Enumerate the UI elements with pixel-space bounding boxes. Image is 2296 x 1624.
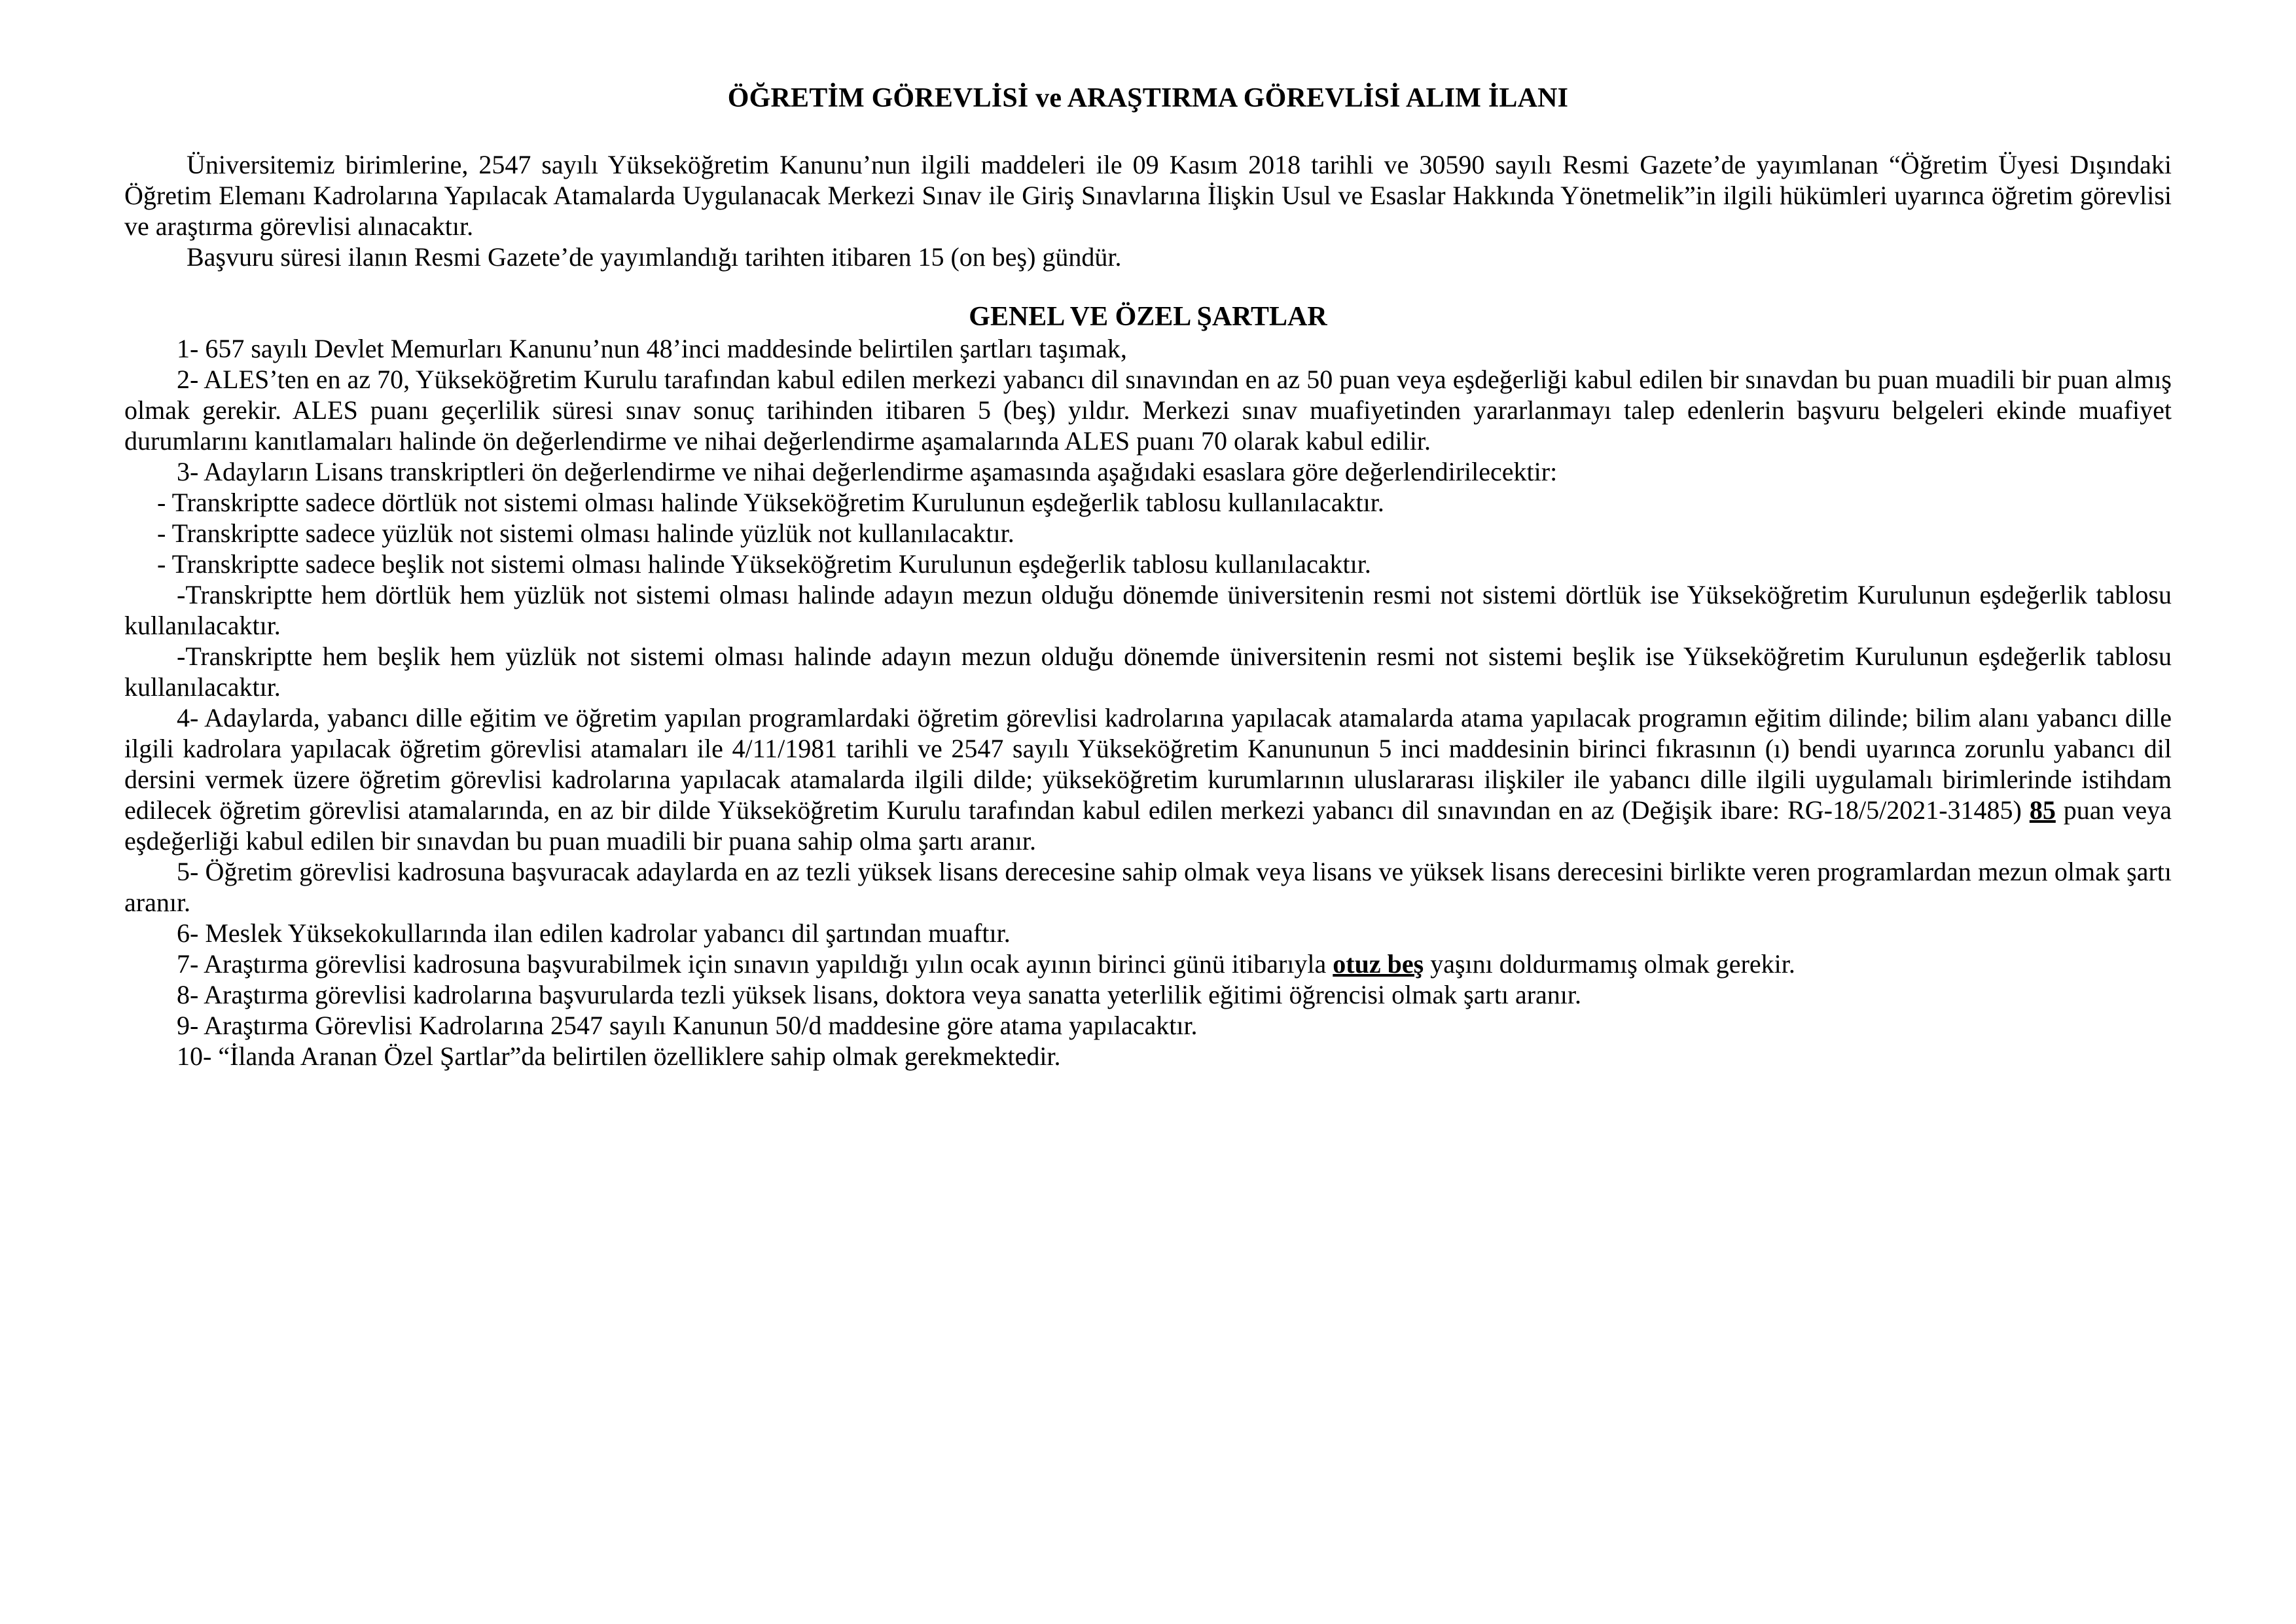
condition-item-1: 1- 657 sayılı Devlet Memurları Kanunu’nun 48’inci maddesinde belirtilen şartları taşımak, bbox=[177, 334, 1127, 364]
condition-item-4-score-emphasis: 85 bbox=[2029, 795, 2056, 825]
section-heading-general-special-conditions: GENEL VE ÖZEL ŞARTLAR bbox=[969, 301, 1327, 332]
condition-item-4-text-b: puan veya eşdeğerliği kabul edilen bir sınavdan bu puan muadili bir puana sahip olma şartı aranır. bbox=[124, 795, 2172, 856]
condition-item-7-text-b: yaşını doldurmamış olmak gerekir. bbox=[1424, 949, 1795, 979]
condition-item-3: 3- Adayların Lisans transkriptleri ön değerlendirme ve nihai değerlendirme aşamasında aşağıdaki esaslara göre değerlendirilecektir: bbox=[177, 457, 1558, 487]
condition-item-3-bullet-1: - Transkriptte sadece dörtlük not sistemi olması halinde Yükseköğretim Kurulunun eşdeğerlik tablosu kullanılacaktır. bbox=[157, 488, 1384, 518]
condition-item-3-paragraph-1: -Transkriptte hem dörtlük hem yüzlük not sistemi olması halinde adayın mezun olduğu dönemde üniversitenin resmi not sistemi dörtlük ise Yükseköğretim Kurulunun eşdeğerlik tablosu kullanılacaktır. bbox=[124, 580, 2172, 641]
condition-item-8: 8- Araştırma görevlisi kadrolarına başvurularda tezli yüksek lisans, doktora veya sanatta yeterlilik eğitimi öğrencisi olmak şartı aranır. bbox=[177, 980, 1582, 1010]
section-spacer bbox=[124, 272, 2172, 301]
condition-item-4 bbox=[124, 702, 2172, 856]
condition-item-3-bullet-2: - Transkriptte sadece yüzlük not sistemi olması halinde yüzlük not kullanılacaktır. bbox=[157, 518, 1014, 549]
conditions-section bbox=[124, 333, 2172, 1072]
condition-item-6: 6- Meslek Yüksekokullarında ilan edilen kadrolar yabancı dil şartından muaftır. bbox=[177, 918, 1011, 948]
condition-item-3-bullet-3: - Transkriptte sadece beşlik not sistemi olması halinde Yükseköğretim Kurulunun eşdeğerlik tablosu kullanılacaktır. bbox=[157, 549, 1371, 579]
condition-item-3-paragraph-2: -Transkriptte hem beşlik hem yüzlük not sistemi olması halinde adayın mezun olduğu dönemde üniversitenin resmi not sistemi beşlik ise Yükseköğretim Kurulunun eşdeğerlik tablosu kullanılacaktır. bbox=[124, 641, 2172, 702]
condition-item-4-text-a: 4- Adaylarda, yabancı dille eğitim ve öğretim yapılan programlardaki öğretim görevlisi kadrolarına yapılacak atamalarda atama yapılacak programın eğitim dilinde; bilim alanı yabancı dille ilgili kadrolara yapılacak öğretim görevlisi atamaları ile 4/11/1981 tarihli ve 2547 sayılı Yükseköğretim Kanununun 5 inci maddesinin birinci fıkrasının (ı) bendi uyarınca zorunlu yabancı dil dersini vermek üzere öğretim görevlisi kadrolarına yapılacak atamalarda ilgili dilde; yükseköğretim kurumlarının uluslararası ilişkiler ile yabancı dille ilgili uygulamalı birimlerinde istihdam edilecek öğretim görevlisi atamalarında, en az bir dilde Yükseköğretim Kurulu tarafından kabul edilen merkezi yabancı dil sınavından en az (Değişik ibare: RG-18/5/2021-31485) bbox=[124, 703, 2172, 825]
title-spacer bbox=[124, 115, 2172, 149]
condition-item-10: 10- “İlanda Aranan Özel Şartlar”da belirtilen özelliklere sahip olmak gerekmektedir. bbox=[177, 1041, 1061, 1072]
intro-paragraph-2: Başvuru süresi ilanın Resmi Gazete’de yayımlandığı tarihten itibaren 15 (on beş) gündür. bbox=[187, 242, 1122, 272]
intro-paragraph-1: Üniversitemiz birimlerine, 2547 sayılı Yükseköğretim Kanunu’nun ilgili maddeleri ile 09 Kasım 2018 tarihli ve 30590 sayılı Resmi Gazete’de yayımlanan “Öğretim Üyesi Dışındaki Öğretim Elemanı Kadrolarına Yapılacak Atamalarda Uygulanacak Merkezi Sınav ile Giriş Sınavlarına İlişkin Usul ve Esaslar Hakkında Yönetmelik”in ilgili hükümleri uyarınca öğretim görevlisi ve araştırma görevlisi alınacaktır. bbox=[124, 149, 2172, 241]
condition-item-7 bbox=[124, 948, 2172, 979]
page-title: ÖĞRETİM GÖREVLİSİ ve ARAŞTIRMA GÖREVLİSİ ALIM İLANI bbox=[727, 83, 1569, 113]
intro-section bbox=[124, 149, 2172, 272]
condition-item-9: 9- Araştırma Görevlisi Kadrolarına 2547 sayılı Kanunun 50/d maddesine göre atama yapılacaktır. bbox=[177, 1011, 1198, 1041]
condition-item-7-text-a: 7- Araştırma görevlisi kadrosuna başvurabilmek için sınavın yapıldığı yılın ocak ayının birinci günü itibarıyla bbox=[177, 949, 1333, 979]
condition-item-5: 5- Öğretim görevlisi kadrosuna başvuracak adaylarda en az tezli yüksek lisans derecesine sahip olmak veya lisans ve yüksek lisans derecesini birlikte veren programlardan mezun olmak şartı aranır. bbox=[124, 857, 2172, 918]
condition-item-2: 2- ALES’ten en az 70, Yükseköğretim Kurulu tarafından kabul edilen merkezi yabancı dil sınavından en az 50 puan veya eşdeğerliği kabul edilen bir sınavdan bu puan muadili bir puan almış olmak gerekir. ALES puanı geçerlilik süresi sınav sonuç tarihinden itibaren 5 (beş) yıldır. Merkezi sınav muafiyetinden yararlanmayı talep edenlerin başvuru belgeleri ekinde muafiyet durumlarını kanıtlamaları halinde ön değerlendirme ve nihai değerlendirme aşamalarında ALES puanı 70 olarak kabul edilir. bbox=[124, 365, 2172, 456]
condition-item-7-age-emphasis: otuz beş bbox=[1333, 949, 1424, 979]
